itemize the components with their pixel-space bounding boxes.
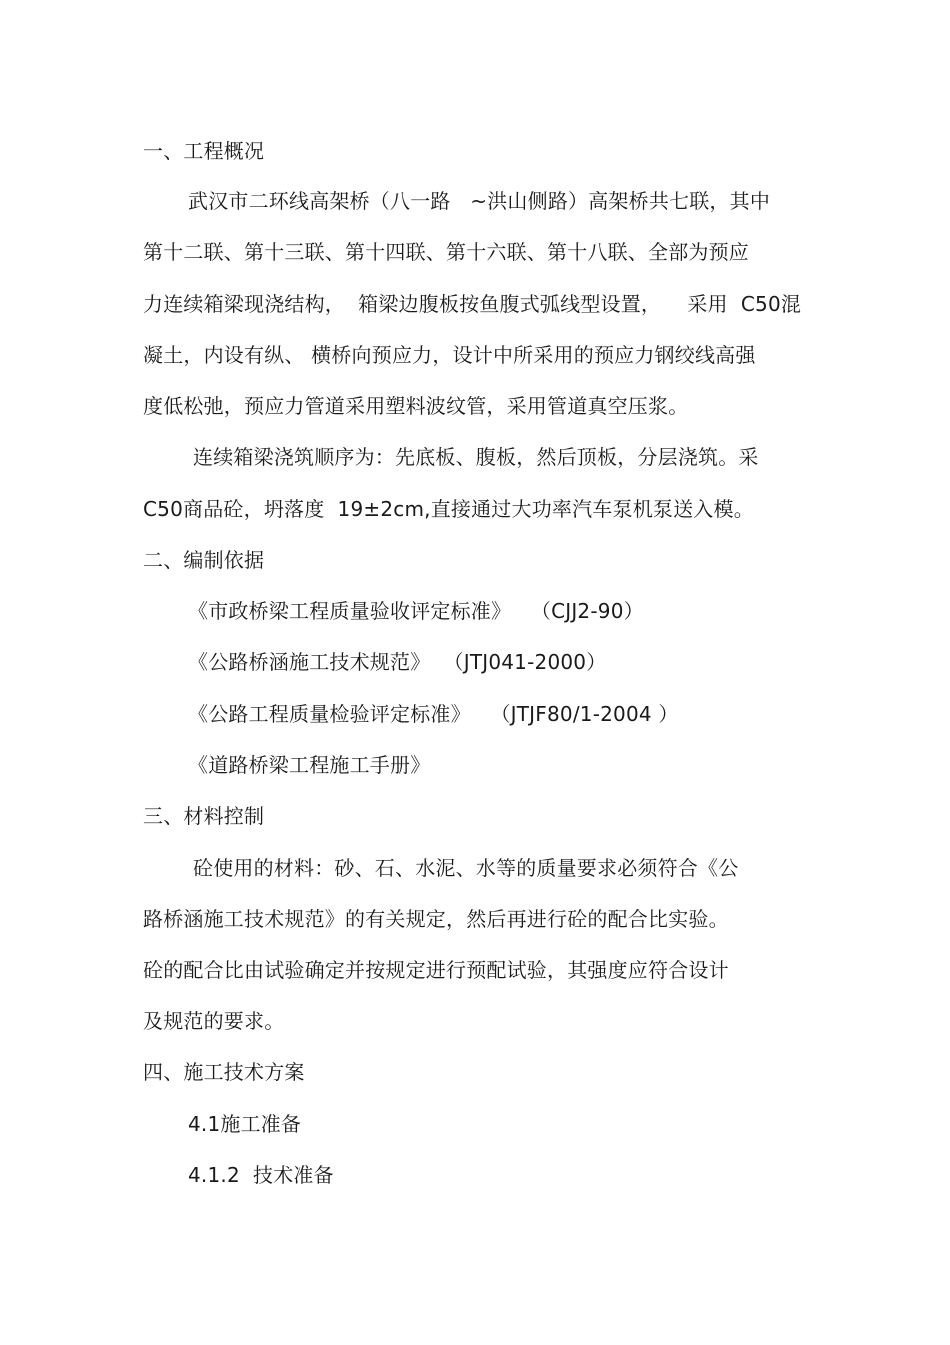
section-heading-basis: 二、编制依据	[143, 548, 265, 572]
reference-item: 《市政桥梁工程质量验收评定标准》 （CJJ2-90）	[188, 599, 644, 623]
paragraph-line: 度低松弛，预应力管道采用塑料波纹管，采用管道真空压浆。	[143, 394, 689, 418]
paragraph-line: C50商品砼，坍落度 19±2cm,直接通过大功率汽车泵机泵送入模。	[143, 497, 754, 521]
reference-item: 《公路桥涵施工技术规范》 （JTJ041-2000）	[188, 650, 607, 674]
reference-item: 《公路工程质量检验评定标准》 （JTJF80/1-2004 ）	[188, 702, 679, 726]
subsection-heading: 4.1.2 技术准备	[188, 1163, 334, 1187]
section-heading-overview: 一、工程概况	[143, 139, 265, 163]
subsection-heading: 4.1施工准备	[188, 1112, 302, 1136]
paragraph-line: 第十二联、第十三联、第十四联、第十六联、第十八联、全部为预应	[143, 240, 749, 264]
section-heading-materials: 三、材料控制	[143, 804, 265, 828]
reference-item: 《道路桥梁工程施工手册》	[188, 753, 431, 777]
paragraph-line: 连续箱梁浇筑顺序为：先底板、腹板，然后顶板，分层浇筑。采	[193, 445, 759, 469]
paragraph-line: 砼的配合比由试验确定并按规定进行预配试验，其强度应符合设计	[143, 958, 729, 982]
paragraph-line: 及规范的要求。	[143, 1009, 285, 1033]
paragraph-line: 砼使用的材料：砂、石、水泥、水等的质量要求必须符合《公	[193, 856, 739, 880]
paragraph-line: 力连续箱梁现浇结构， 箱梁边腹板按鱼腹式弧线型设置， 采用 C50混	[143, 292, 802, 316]
paragraph-line: 武汉市二环线高架桥（八一路 ~洪山侧路）高架桥共七联，其中	[188, 189, 771, 213]
paragraph-line: 路桥涵施工技术规范》的有关规定，然后再进行砼的配合比实验。	[143, 907, 729, 931]
paragraph-line: 凝土，内设有纵、 横桥向预应力，设计中所采用的预应力钢绞线高强	[143, 343, 756, 367]
section-heading-plan: 四、施工技术方案	[143, 1060, 305, 1084]
